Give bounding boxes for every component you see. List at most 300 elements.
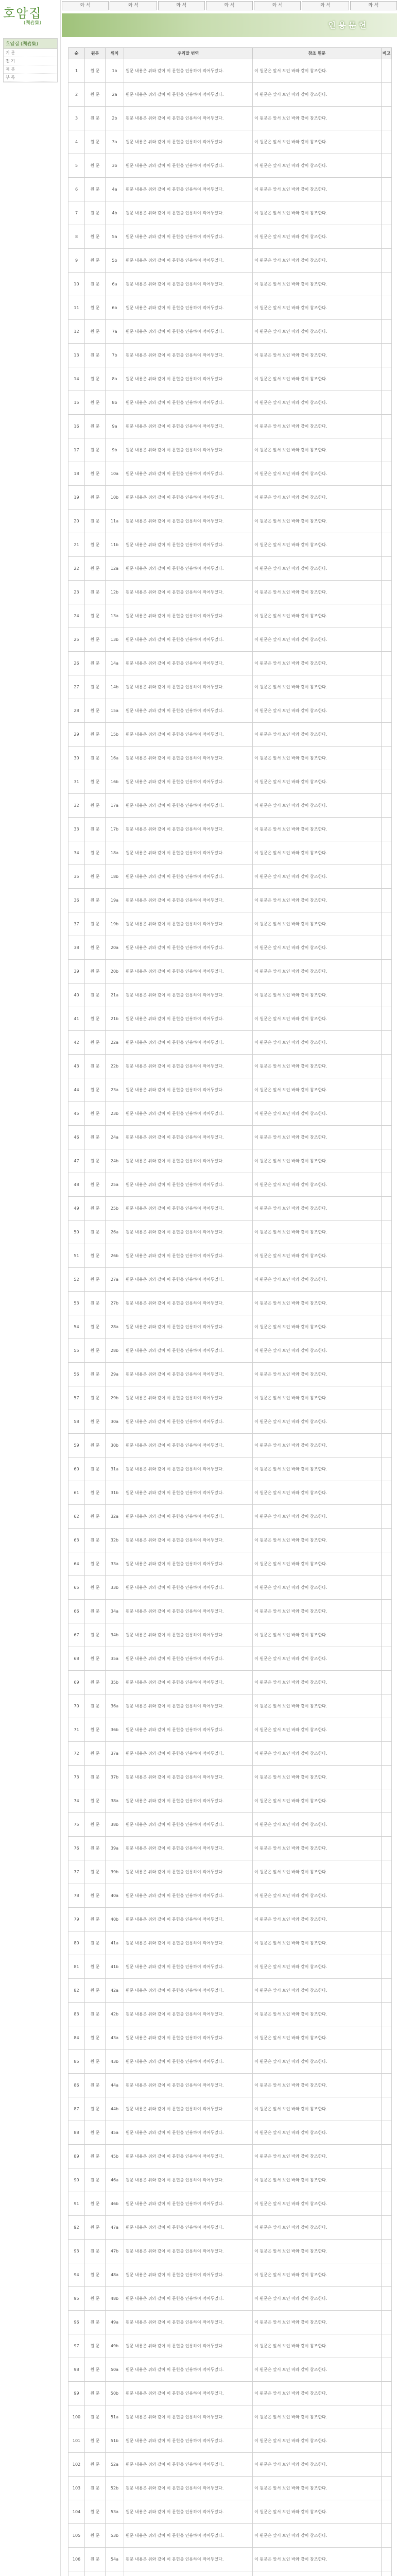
table-cell: 43b bbox=[106, 2050, 124, 2074]
table-cell: 20a bbox=[106, 936, 124, 960]
table-row bbox=[68, 1055, 392, 1078]
table-cell: 31b bbox=[106, 1481, 124, 1505]
table-cell bbox=[382, 83, 392, 107]
table-cell bbox=[382, 1481, 392, 1505]
table-cell: 15a bbox=[106, 699, 124, 723]
table-row bbox=[68, 1552, 392, 1576]
table-row bbox=[68, 344, 392, 367]
table-cell: 4b bbox=[106, 201, 124, 225]
table-row bbox=[68, 2311, 392, 2334]
table-cell: 원 문 bbox=[85, 1742, 106, 1766]
page-title: 인 용 문 헌 bbox=[328, 21, 366, 30]
table-cell: 원 문 bbox=[85, 1031, 106, 1055]
table-cell: 이 원문은 앞서 보인 바와 같이 참조한다. bbox=[253, 1860, 382, 1884]
table-cell bbox=[382, 770, 392, 794]
table-row bbox=[68, 2097, 392, 2121]
table-row bbox=[68, 675, 392, 699]
table-cell: 원문 내용은 위와 같이 이 문헌을 인용하여 적어두었다. bbox=[124, 1078, 253, 1102]
table-cell: 이 원문은 앞서 보인 바와 같이 참조한다. bbox=[253, 2524, 382, 2548]
sidebar-item[interactable]: 전 기 bbox=[4, 57, 57, 65]
table-cell: 원문 내용은 위와 같이 이 문헌을 인용하여 적어두었다. bbox=[124, 2026, 253, 2050]
table-cell: 원 문 bbox=[85, 2168, 106, 2192]
table-cell: 이 원문은 앞서 보인 바와 같이 참조한다. bbox=[253, 2003, 382, 2026]
table-row bbox=[68, 130, 392, 154]
table-cell bbox=[382, 344, 392, 367]
table-cell: 원문 내용은 위와 같이 이 문헌을 인용하여 적어두었다. bbox=[124, 2097, 253, 2121]
table-cell: 원문 내용은 위와 같이 이 문헌을 인용하여 적어두었다. bbox=[124, 2334, 253, 2358]
table-cell bbox=[85, 2571, 106, 2576]
table-cell: 35 bbox=[68, 865, 85, 889]
nav-tab[interactable]: 와 석 bbox=[206, 1, 253, 10]
table-cell: 57 bbox=[68, 1386, 85, 1410]
table-cell bbox=[382, 154, 392, 178]
table-row bbox=[68, 1149, 392, 1173]
table-cell: 원문 내용은 위와 같이 이 문헌을 인용하여 적어두었다. bbox=[124, 1576, 253, 1600]
table-cell: 50a bbox=[106, 2358, 124, 2382]
table-cell: 원문 내용은 위와 같이 이 문헌을 인용하여 적어두었다. bbox=[124, 912, 253, 936]
table-cell: 원 문 bbox=[85, 2240, 106, 2263]
table-cell: 원문 내용은 위와 같이 이 문헌을 인용하여 적어두었다. bbox=[124, 1126, 253, 1149]
table-cell: 원문 내용은 위와 같이 이 문헌을 인용하여 적어두었다. bbox=[124, 1102, 253, 1126]
table-cell: 15 bbox=[68, 391, 85, 415]
table-cell: 원문 내용은 위와 같이 이 문헌을 인용하여 적어두었다. bbox=[124, 1742, 253, 1766]
table-row bbox=[68, 628, 392, 652]
table-cell: 39b bbox=[106, 1860, 124, 1884]
table-cell bbox=[382, 794, 392, 818]
table-row bbox=[68, 1860, 392, 1884]
table-row bbox=[68, 249, 392, 273]
table-cell: 원문 내용은 위와 같이 이 문헌을 인용하여 적어두었다. bbox=[124, 936, 253, 960]
table-row bbox=[68, 2524, 392, 2548]
table-cell: 이 원문은 앞서 보인 바와 같이 참조한다. bbox=[253, 1647, 382, 1671]
table-cell: 43a bbox=[106, 2026, 124, 2050]
table-cell bbox=[382, 912, 392, 936]
table-cell: 원 문 bbox=[85, 1173, 106, 1197]
site-logo[interactable] bbox=[3, 3, 57, 32]
table-cell: 원문 내용은 위와 같이 이 문헌을 인용하여 적어두었다. bbox=[124, 794, 253, 818]
table-cell: 56 bbox=[68, 1363, 85, 1386]
table-cell: 원문 내용은 위와 같이 이 문헌을 인용하여 적어두었다. bbox=[124, 273, 253, 296]
sidebar-item[interactable]: 부 록 bbox=[4, 74, 57, 82]
table-cell bbox=[382, 2216, 392, 2240]
table-cell: 32a bbox=[106, 1505, 124, 1529]
table-cell: 이 원문은 앞서 보인 바와 같이 참조한다. bbox=[253, 1742, 382, 1766]
table-cell: 이 원문은 앞서 보인 바와 같이 참조한다. bbox=[253, 2263, 382, 2287]
table-cell bbox=[382, 1647, 392, 1671]
table-cell bbox=[382, 367, 392, 391]
table-cell: 22 bbox=[68, 557, 85, 581]
table-cell: 원문 내용은 위와 같이 이 문헌을 인용하여 적어두었다. bbox=[124, 2192, 253, 2216]
table-cell: 29a bbox=[106, 1363, 124, 1386]
table-row bbox=[68, 273, 392, 296]
table-cell: 65 bbox=[68, 1576, 85, 1600]
table-cell: 이 원문은 앞서 보인 바와 같이 참조한다. bbox=[253, 1315, 382, 1339]
table-cell: 51 bbox=[68, 1244, 85, 1268]
column-header: 비고 bbox=[382, 48, 392, 59]
table-cell: 원 문 bbox=[85, 1647, 106, 1671]
table-cell bbox=[382, 2050, 392, 2074]
table-cell: 원문 내용은 위와 같이 이 문헌을 인용하여 적어두었다. bbox=[124, 818, 253, 841]
table-cell: 3a bbox=[106, 130, 124, 154]
sidebar-item[interactable]: 제 문 bbox=[4, 65, 57, 74]
table-cell: 원 문 bbox=[85, 1244, 106, 1268]
table-cell: 원 문 bbox=[85, 1623, 106, 1647]
table-row bbox=[68, 2192, 392, 2216]
table-cell bbox=[382, 2405, 392, 2429]
table-cell: 원 문 bbox=[85, 818, 106, 841]
table-cell: 원 문 bbox=[85, 201, 106, 225]
table-cell: 원문 내용은 위와 같이 이 문헌을 인용하여 적어두었다. bbox=[124, 2168, 253, 2192]
nav-tab[interactable]: 와 석 bbox=[302, 1, 349, 10]
table-cell bbox=[382, 652, 392, 675]
table-cell: 17 bbox=[68, 438, 85, 462]
table-cell bbox=[382, 1031, 392, 1055]
table-cell: 이 원문은 앞서 보인 바와 같이 참조한다. bbox=[253, 1481, 382, 1505]
table-cell: 24b bbox=[106, 1149, 124, 1173]
table-cell: 이 원문은 앞서 보인 바와 같이 참조한다. bbox=[253, 2548, 382, 2571]
table-cell: 원 문 bbox=[85, 652, 106, 675]
table-row bbox=[68, 2429, 392, 2453]
table-row bbox=[68, 2382, 392, 2405]
table-cell: 이 원문은 앞서 보인 바와 같이 참조한다. bbox=[253, 273, 382, 296]
table-cell: 원 문 bbox=[85, 249, 106, 273]
table-cell bbox=[382, 889, 392, 912]
table-cell: 87 bbox=[68, 2097, 85, 2121]
sidebar-item[interactable]: 기 문 bbox=[4, 49, 57, 57]
table-cell bbox=[382, 1055, 392, 1078]
table-row bbox=[68, 1221, 392, 1244]
table-cell: 97 bbox=[68, 2334, 85, 2358]
table-cell: 원문 내용은 위와 같이 이 문헌을 인용하여 적어두었다. bbox=[124, 1647, 253, 1671]
table-row bbox=[68, 1458, 392, 1481]
table-cell: 원문 내용은 위와 같이 이 문헌을 인용하여 적어두었다. bbox=[124, 438, 253, 462]
table-cell: 50b bbox=[106, 2382, 124, 2405]
table-cell bbox=[382, 2524, 392, 2548]
table-cell bbox=[382, 984, 392, 1007]
table-cell: 이 원문은 앞서 보인 바와 같이 참조한다. bbox=[253, 201, 382, 225]
table-row bbox=[68, 1386, 392, 1410]
table-cell bbox=[382, 320, 392, 344]
table-row bbox=[68, 225, 392, 249]
table-row bbox=[68, 2074, 392, 2097]
table-cell: 원문 내용은 위와 같이 이 문헌을 인용하여 적어두었다. bbox=[124, 1149, 253, 1173]
table-cell: 원 문 bbox=[85, 675, 106, 699]
table-cell: 40 bbox=[68, 984, 85, 1007]
table-cell: 90 bbox=[68, 2168, 85, 2192]
nav-tab[interactable]: 와 석 bbox=[350, 1, 397, 10]
table-cell: 89 bbox=[68, 2145, 85, 2168]
table-row bbox=[68, 747, 392, 770]
table-cell bbox=[382, 1529, 392, 1552]
table-cell: 47a bbox=[106, 2216, 124, 2240]
table-cell: 이 원문은 앞서 보인 바와 같이 참조한다. bbox=[253, 178, 382, 201]
table-row bbox=[68, 1244, 392, 1268]
table-row bbox=[68, 320, 392, 344]
table-cell bbox=[382, 2192, 392, 2216]
table-cell: 원 문 bbox=[85, 1671, 106, 1694]
table-cell: 원 문 bbox=[85, 1055, 106, 1078]
table-cell: 46 bbox=[68, 1126, 85, 1149]
table-cell: 92 bbox=[68, 2216, 85, 2240]
column-header: 위치 bbox=[106, 48, 124, 59]
table-cell: 원 문 bbox=[85, 1837, 106, 1860]
table-cell: 원문 내용은 위와 같이 이 문헌을 인용하여 적어두었다. bbox=[124, 225, 253, 249]
table-cell: 6a bbox=[106, 273, 124, 296]
table-cell: 21 bbox=[68, 533, 85, 557]
table-cell bbox=[382, 2240, 392, 2263]
table-row bbox=[68, 841, 392, 865]
table-cell bbox=[382, 1268, 392, 1292]
table-cell: 19a bbox=[106, 889, 124, 912]
table-cell: 원문 내용은 위와 같이 이 문헌을 인용하여 적어두었다. bbox=[124, 2003, 253, 2026]
table-cell: 61 bbox=[68, 1481, 85, 1505]
table-cell: 84 bbox=[68, 2026, 85, 2050]
table-cell: 원 문 bbox=[85, 1339, 106, 1363]
table-cell: 원 문 bbox=[85, 1410, 106, 1434]
table-row bbox=[68, 367, 392, 391]
table-cell bbox=[382, 818, 392, 841]
table-cell: 80 bbox=[68, 1931, 85, 1955]
table-cell: 원문 내용은 위와 같이 이 문헌을 인용하여 적어두었다. bbox=[124, 486, 253, 510]
table-cell: 원 문 bbox=[85, 1458, 106, 1481]
table-cell: 원 문 bbox=[85, 2216, 106, 2240]
table-row bbox=[68, 889, 392, 912]
table-cell: 70 bbox=[68, 1694, 85, 1718]
table-row bbox=[68, 1078, 392, 1102]
table-row bbox=[68, 107, 392, 130]
table-cell: 14b bbox=[106, 675, 124, 699]
table-cell: 원 문 bbox=[85, 2097, 106, 2121]
table-cell: 이 원문은 앞서 보인 바와 같이 참조한다. bbox=[253, 154, 382, 178]
nav-tab[interactable]: 와 석 bbox=[62, 1, 109, 10]
header-banner bbox=[62, 13, 397, 37]
table-cell: 원 문 bbox=[85, 1955, 106, 1979]
table-cell: 49 bbox=[68, 1197, 85, 1221]
table-cell: 26b bbox=[106, 1244, 124, 1268]
table-row bbox=[68, 1813, 392, 1837]
table-cell bbox=[382, 2097, 392, 2121]
table-cell: 44 bbox=[68, 1078, 85, 1102]
table-cell: 9a bbox=[106, 415, 124, 438]
table-row bbox=[68, 960, 392, 984]
table-cell: 26a bbox=[106, 1221, 124, 1244]
table-cell: 원 문 bbox=[85, 2405, 106, 2429]
table-cell: 원 문 bbox=[85, 391, 106, 415]
table-cell: 22a bbox=[106, 1031, 124, 1055]
table-cell: 원문 내용은 위와 같이 이 문헌을 인용하여 적어두었다. bbox=[124, 841, 253, 865]
table-cell bbox=[382, 1315, 392, 1339]
table-cell: 39 bbox=[68, 960, 85, 984]
table-cell: 이 원문은 앞서 보인 바와 같이 참조한다. bbox=[253, 2382, 382, 2405]
table-cell: 38b bbox=[106, 1813, 124, 1837]
nav-tab[interactable]: 와 석 bbox=[254, 1, 301, 10]
table-cell: 이 원문은 앞서 보인 바와 같이 참조한다. bbox=[253, 130, 382, 154]
table-cell: 45 bbox=[68, 1102, 85, 1126]
table-cell: 52 bbox=[68, 1268, 85, 1292]
table-cell: 원문 내용은 위와 같이 이 문헌을 인용하여 적어두었다. bbox=[124, 2240, 253, 2263]
table-row bbox=[68, 1718, 392, 1742]
table-cell: 원문 내용은 위와 같이 이 문헌을 인용하여 적어두었다. bbox=[124, 557, 253, 581]
table-cell: 원문 내용은 위와 같이 이 문헌을 인용하여 적어두었다. bbox=[124, 1339, 253, 1363]
table-cell: 이 원문은 앞서 보인 바와 같이 참조한다. bbox=[253, 83, 382, 107]
table-row bbox=[68, 462, 392, 486]
table-cell: 94 bbox=[68, 2263, 85, 2287]
table-cell: 25a bbox=[106, 1173, 124, 1197]
table-cell: 26 bbox=[68, 652, 85, 675]
table-cell: 원문 내용은 위와 같이 이 문헌을 인용하여 적어두었다. bbox=[124, 1766, 253, 1789]
table-cell: 이 원문은 앞서 보인 바와 같이 참조한다. bbox=[253, 486, 382, 510]
table-cell: 원 문 bbox=[85, 628, 106, 652]
table-cell: 이 원문은 앞서 보인 바와 같이 참조한다. bbox=[253, 249, 382, 273]
table-row bbox=[68, 1600, 392, 1623]
table-cell bbox=[382, 1221, 392, 1244]
table-cell bbox=[382, 1505, 392, 1529]
table-cell: 원문 내용은 위와 같이 이 문헌을 인용하여 적어두었다. bbox=[124, 2311, 253, 2334]
table-cell: 41b bbox=[106, 1955, 124, 1979]
table-cell: 이 원문은 앞서 보인 바와 같이 참조한다. bbox=[253, 1102, 382, 1126]
table-cell: 이 원문은 앞서 보인 바와 같이 참조한다. bbox=[253, 699, 382, 723]
table-cell: 4 bbox=[68, 130, 85, 154]
table-cell: 원 문 bbox=[85, 130, 106, 154]
table-cell bbox=[382, 533, 392, 557]
table-cell: 원 문 bbox=[85, 225, 106, 249]
table-cell: 원문 내용은 위와 같이 이 문헌을 인용하여 적어두었다. bbox=[124, 249, 253, 273]
table-cell: 85 bbox=[68, 2050, 85, 2074]
table-cell bbox=[382, 2074, 392, 2097]
table-row bbox=[68, 2477, 392, 2500]
table-cell: 12a bbox=[106, 557, 124, 581]
table-row bbox=[68, 2453, 392, 2477]
table-cell: 원문 내용은 위와 같이 이 문헌을 인용하여 적어두었다. bbox=[124, 865, 253, 889]
table-cell: 67 bbox=[68, 1623, 85, 1647]
table-cell bbox=[253, 2571, 382, 2576]
table-cell: 이 원문은 앞서 보인 바와 같이 참조한다. bbox=[253, 2287, 382, 2311]
table-cell bbox=[382, 391, 392, 415]
table-cell: 2b bbox=[106, 107, 124, 130]
table-cell: 원 문 bbox=[85, 533, 106, 557]
table-cell: 이 원문은 앞서 보인 바와 같이 참조한다. bbox=[253, 841, 382, 865]
table-row bbox=[68, 2263, 392, 2287]
table-cell: 원 문 bbox=[85, 510, 106, 533]
nav-tab[interactable]: 와 석 bbox=[158, 1, 205, 10]
column-header: 순 bbox=[68, 48, 85, 59]
table-cell: 이 원문은 앞서 보인 바와 같이 참조한다. bbox=[253, 604, 382, 628]
table-cell: 37 bbox=[68, 912, 85, 936]
table-cell: 63 bbox=[68, 1529, 85, 1552]
table-cell: 이 원문은 앞서 보인 바와 같이 참조한다. bbox=[253, 2097, 382, 2121]
table-cell: 78 bbox=[68, 1884, 85, 1908]
table-row bbox=[68, 770, 392, 794]
table-cell: 7b bbox=[106, 344, 124, 367]
table-cell: 이 원문은 앞서 보인 바와 같이 참조한다. bbox=[253, 59, 382, 83]
table-cell: 원문 내용은 위와 같이 이 문헌을 인용하여 적어두었다. bbox=[124, 154, 253, 178]
table-cell bbox=[382, 130, 392, 154]
table-cell: 106 bbox=[68, 2548, 85, 2571]
table-cell: 원 문 bbox=[85, 1505, 106, 1529]
table-cell bbox=[382, 1623, 392, 1647]
table-cell: 49b bbox=[106, 2334, 124, 2358]
table-cell: 19 bbox=[68, 486, 85, 510]
table-cell: 원 문 bbox=[85, 747, 106, 770]
table-cell bbox=[382, 581, 392, 604]
table-cell: 이 원문은 앞서 보인 바와 같이 참조한다. bbox=[253, 1458, 382, 1481]
table-cell: 105 bbox=[68, 2524, 85, 2548]
table-cell: 이 원문은 앞서 보인 바와 같이 참조한다. bbox=[253, 1007, 382, 1031]
table-cell: 21b bbox=[106, 1007, 124, 1031]
table-cell: 원문 내용은 위와 같이 이 문헌을 인용하여 적어두었다. bbox=[124, 1197, 253, 1221]
table-cell: 이 원문은 앞서 보인 바와 같이 참조한다. bbox=[253, 1126, 382, 1149]
table-cell: 9b bbox=[106, 438, 124, 462]
table-cell: 29 bbox=[68, 723, 85, 747]
table-cell: 8a bbox=[106, 367, 124, 391]
table-cell bbox=[382, 1149, 392, 1173]
table-cell: 원문 내용은 위와 같이 이 문헌을 인용하여 적어두었다. bbox=[124, 1694, 253, 1718]
table-cell: 원 문 bbox=[85, 699, 106, 723]
table-row bbox=[68, 2548, 392, 2571]
table-cell: 24a bbox=[106, 1126, 124, 1149]
table-cell: 원 문 bbox=[85, 1860, 106, 1884]
table-cell: 이 원문은 앞서 보인 바와 같이 참조한다. bbox=[253, 1292, 382, 1315]
table-cell: 원문 내용은 위와 같이 이 문헌을 인용하여 적어두었다. bbox=[124, 178, 253, 201]
table-cell: 11a bbox=[106, 510, 124, 533]
table-cell: 이 원문은 앞서 보인 바와 같이 참조한다. bbox=[253, 1955, 382, 1979]
table-cell: 30a bbox=[106, 1410, 124, 1434]
table-cell: 25b bbox=[106, 1197, 124, 1221]
table-row bbox=[68, 723, 392, 747]
table-cell: 47b bbox=[106, 2240, 124, 2263]
table-cell: 72 bbox=[68, 1742, 85, 1766]
table-cell: 이 원문은 앞서 보인 바와 같이 참조한다. bbox=[253, 912, 382, 936]
table-cell bbox=[382, 2477, 392, 2500]
table-row bbox=[68, 2168, 392, 2192]
table-cell bbox=[382, 1837, 392, 1860]
table-cell: 원문 내용은 위와 같이 이 문헌을 인용하여 적어두었다. bbox=[124, 510, 253, 533]
table-cell bbox=[382, 2453, 392, 2477]
table-cell: 원 문 bbox=[85, 2003, 106, 2026]
table-cell: 25 bbox=[68, 628, 85, 652]
table-row bbox=[68, 2050, 392, 2074]
table-cell: 17a bbox=[106, 794, 124, 818]
table-cell: 이 원문은 앞서 보인 바와 같이 참조한다. bbox=[253, 1789, 382, 1813]
table-cell: 24 bbox=[68, 604, 85, 628]
table-cell: 원문 내용은 위와 같이 이 문헌을 인용하여 적어두었다. bbox=[124, 2382, 253, 2405]
table-row bbox=[68, 699, 392, 723]
table-cell: 원문 내용은 위와 같이 이 문헌을 인용하여 적어두었다. bbox=[124, 344, 253, 367]
table-cell: 원 문 bbox=[85, 794, 106, 818]
table-row bbox=[68, 1576, 392, 1600]
table-cell: 13 bbox=[68, 344, 85, 367]
table-row bbox=[68, 1102, 392, 1126]
table-cell: 이 원문은 앞서 보인 바와 같이 참조한다. bbox=[253, 2358, 382, 2382]
table-cell: 원문 내용은 위와 같이 이 문헌을 인용하여 적어두었다. bbox=[124, 984, 253, 1007]
table-cell: 원문 내용은 위와 같이 이 문헌을 인용하여 적어두었다. bbox=[124, 1221, 253, 1244]
table-cell bbox=[382, 1860, 392, 1884]
table-row bbox=[68, 1931, 392, 1955]
table-cell: 1 bbox=[68, 59, 85, 83]
table-cell bbox=[382, 1552, 392, 1576]
table-cell: 원문 내용은 위와 같이 이 문헌을 인용하여 적어두었다. bbox=[124, 2548, 253, 2571]
table-cell: 원문 내용은 위와 같이 이 문헌을 인용하여 적어두었다. bbox=[124, 2121, 253, 2145]
table-cell: 원 문 bbox=[85, 1078, 106, 1102]
nav-tab[interactable]: 와 석 bbox=[110, 1, 157, 10]
table-cell: 원문 내용은 위와 같이 이 문헌을 인용하여 적어두었다. bbox=[124, 130, 253, 154]
table-cell: 이 원문은 앞서 보인 바와 같이 참조한다. bbox=[253, 581, 382, 604]
table-cell bbox=[382, 2121, 392, 2145]
table-cell bbox=[382, 1813, 392, 1837]
table-header-row bbox=[68, 48, 392, 59]
table-cell: 원 문 bbox=[85, 2311, 106, 2334]
table-cell bbox=[382, 1458, 392, 1481]
